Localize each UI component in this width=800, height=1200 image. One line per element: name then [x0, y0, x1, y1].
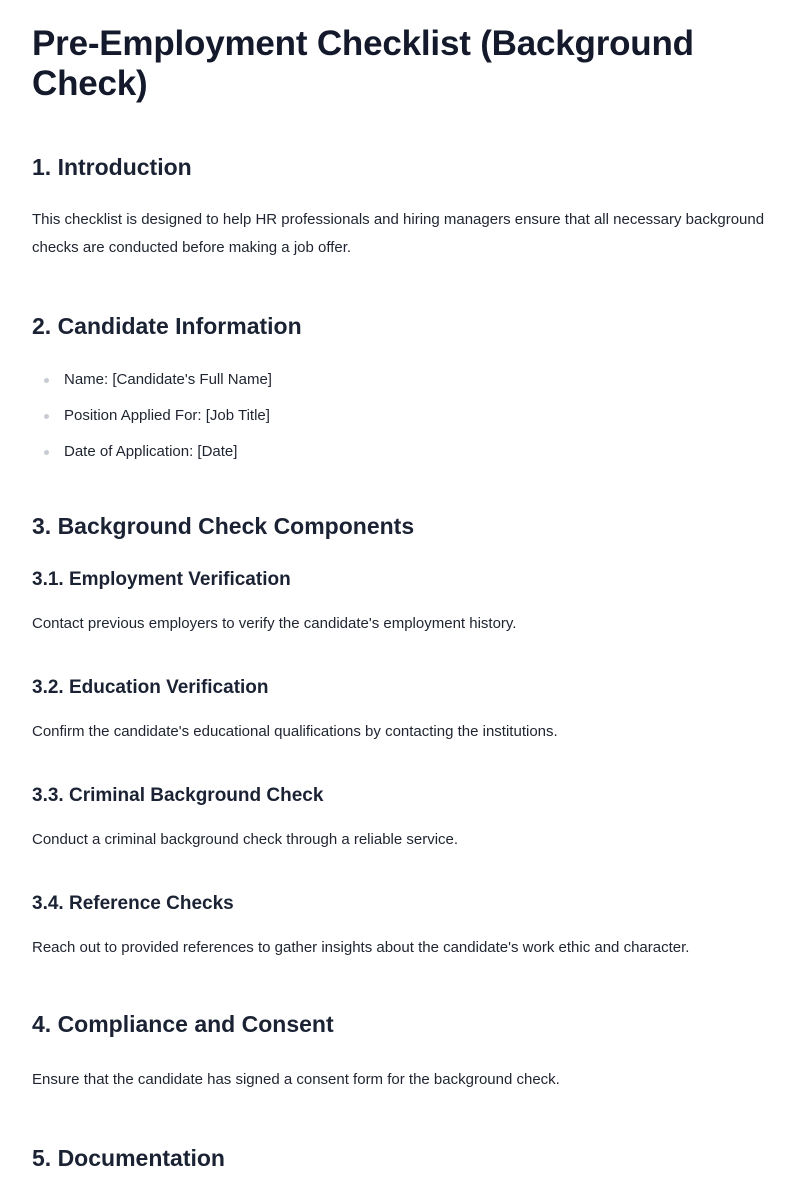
list-item: [32, 440, 768, 464]
bullet-dot-icon: [44, 450, 49, 455]
section-compliance-and-consent: [32, 1010, 768, 1094]
bullet-dot-icon: [44, 414, 49, 419]
subsection-text-reference-checks: Reach out to provided references to gather insights about the candidate's work ethic and character.: [32, 939, 690, 956]
list-item: [32, 368, 768, 392]
list-item-text: Position Applied For: [Job Title]: [64, 407, 270, 424]
bullet-dot-icon: [44, 378, 49, 383]
section-heading-background-check-components: 3. Background Check Components: [32, 513, 415, 539]
subsection-heading-criminal-background-check: 3.3. Criminal Background Check: [32, 785, 324, 806]
section-documentation: [32, 1144, 768, 1172]
subsection-text-employment-verification: Contact previous employers to verify the candidate's employment history.: [32, 615, 517, 632]
section-heading-candidate-information: 2. Candidate Information: [32, 313, 302, 339]
document-title: Pre-Employment Checklist (Background Check): [32, 24, 694, 103]
introduction-text: This checklist is designed to help HR professionals and hiring managers ensure that all necessary background checks are conducted before making a job offer.: [32, 211, 765, 256]
section-background-check-components: [32, 512, 768, 962]
section-candidate-information: [32, 312, 768, 464]
subsection-text-education-verification: Confirm the candidate's educational qualifications by contacting the institutions.: [32, 723, 558, 740]
list-item-text: Date of Application: [Date]: [64, 443, 238, 460]
section-heading-compliance-and-consent: 4. Compliance and Consent: [32, 1011, 334, 1037]
section-heading-documentation: 5. Documentation: [32, 1145, 225, 1171]
subsection-heading-education-verification: 3.2. Education Verification: [32, 677, 269, 698]
section-introduction: [32, 153, 768, 262]
subsection-heading-employment-verification: 3.1. Employment Verification: [32, 569, 291, 590]
list-item: [32, 404, 768, 428]
compliance-text: Ensure that the candidate has signed a consent form for the background check.: [32, 1071, 560, 1088]
section-heading-introduction: 1. Introduction: [32, 154, 192, 180]
list-item-text: Name: [Candidate's Full Name]: [64, 371, 272, 388]
subsection-heading-reference-checks: 3.4. Reference Checks: [32, 893, 234, 914]
subsection-text-criminal-background-check: Conduct a criminal background check through a reliable service.: [32, 831, 459, 848]
candidate-info-list: [32, 368, 768, 464]
